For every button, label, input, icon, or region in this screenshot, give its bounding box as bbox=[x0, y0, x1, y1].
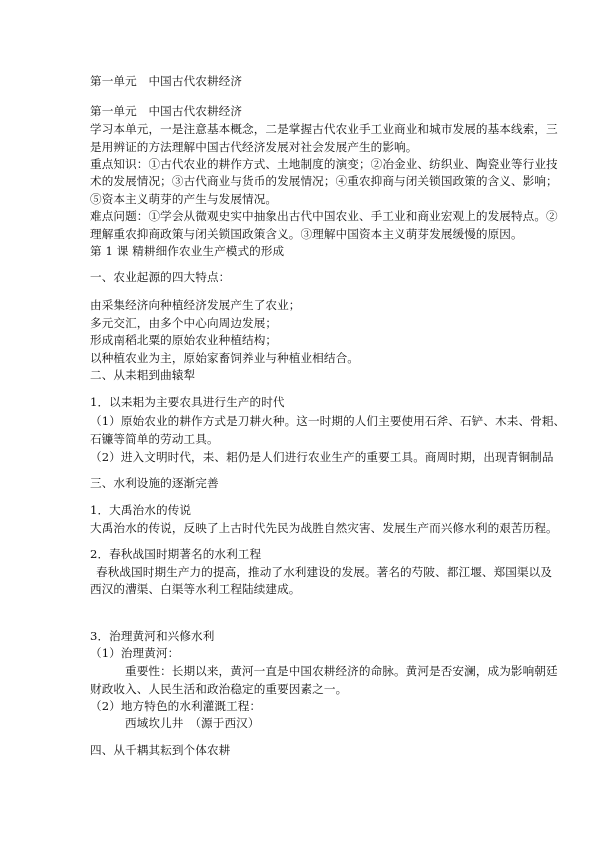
section3-paragraph: 西域坎儿井 （源于西汉） bbox=[125, 716, 260, 730]
section3-paragraph: 财政收入、人民生活和政治稳定的重要因素之一。 bbox=[90, 682, 348, 696]
section3-subheading: 1．大禹治水的传说 bbox=[90, 503, 192, 517]
difficult-points-line: 理解重农抑商政策与闭关锁国政策含义。③理解中国资本主义萌芽发展缓慢的原因。 bbox=[90, 227, 523, 241]
section1-item: 以种植农业为主，原始家畜饲养业与种植业相结合。 bbox=[90, 351, 359, 365]
section2-subheading: 1．以耒耜为主要农具进行生产的时代 bbox=[90, 395, 285, 409]
section3-paragraph: 大禹治水的传说，反映了上古时代先民为战胜自然灾害、发展生产而兴修水利的艰苦历程。 bbox=[90, 521, 558, 535]
section2-heading: 二、从耒耜到曲辕犁 bbox=[90, 368, 196, 382]
intro-line: 是用辨证的方法理解中国古代经济发展对社会发展产生的影响。 bbox=[90, 140, 418, 154]
section3-paragraph: 春秋战国时期生产力的提高，推动了水利建设的发展。著名的芍陂、都江堰、郑国渠以及 bbox=[96, 565, 553, 579]
intro-line: 学习本单元，一是注意基本概念，二是掌握古代农业手工业商业和城市发展的基本线索，三 bbox=[90, 122, 558, 136]
key-points-line: ⑤资本主义萌芽的产生与发展情况。 bbox=[90, 192, 278, 206]
section3-subheading: 2．春秋战国时期著名的水利工程 bbox=[90, 547, 262, 561]
section2-paragraph: （1）原始农业的耕作方式是刀耕火种。这一时期的人们主要使用石斧、石铲、木耒、骨耜、 bbox=[90, 414, 566, 428]
key-points-line: 术的发展情况；③古代商业与货币的发展情况；④重农抑商与闭关锁国政策的含义、影响； bbox=[90, 174, 558, 188]
section3-subheading: （2）地方特色的水利灌溉工程： bbox=[90, 699, 262, 713]
section2-paragraph: 石镰等简单的劳动工具。 bbox=[90, 432, 219, 446]
key-points-line: 重点知识：①古代农业的耕作方式、土地制度的演变；②冶金业、纺织业、陶瓷业等行业技 bbox=[90, 157, 558, 171]
section2-paragraph: （2）进入文明时代，耒、耜仍是人们进行农业生产的重要工具。商周时期，出现青铜制品 bbox=[90, 450, 554, 464]
section3-subheading: 3．治理黄河和兴修水利 bbox=[90, 629, 215, 643]
section1-item: 由采集经济向种植经济发展产生了农业； bbox=[90, 298, 301, 312]
section3-subheading: （1）治理黄河： bbox=[90, 646, 180, 660]
section1-item: 形成南稻北粟的原始农业种植结构； bbox=[90, 333, 278, 347]
section3-paragraph: 重要性：长期以来，黄河一直是中国农耕经济的命脉。黄河是否安澜，成为影响朝廷 bbox=[125, 664, 558, 678]
section4-heading: 四、从千耦其耘到个体农耕 bbox=[90, 743, 231, 757]
section3-paragraph: 西汉的漕渠、白渠等水利工程陆续建成。 bbox=[90, 582, 301, 596]
document-title: 第一单元 中国古代农耕经济 bbox=[90, 74, 243, 88]
section3-heading: 三、水利设施的逐渐完善 bbox=[90, 476, 219, 490]
difficult-points-line: 难点问题：①学会从微观史实中抽象出古代中国农业、手工业和商业宏观上的发展特点。② bbox=[90, 209, 558, 223]
lesson-title: 第 1 课 精耕细作农业生产模式的形成 bbox=[90, 244, 285, 258]
section1-item: 多元交汇，由多个中心向周边发展； bbox=[90, 316, 278, 330]
unit-heading: 第一单元 中国古代农耕经济 bbox=[90, 104, 243, 118]
section1-heading: 一、农业起源的四大特点： bbox=[90, 270, 231, 284]
